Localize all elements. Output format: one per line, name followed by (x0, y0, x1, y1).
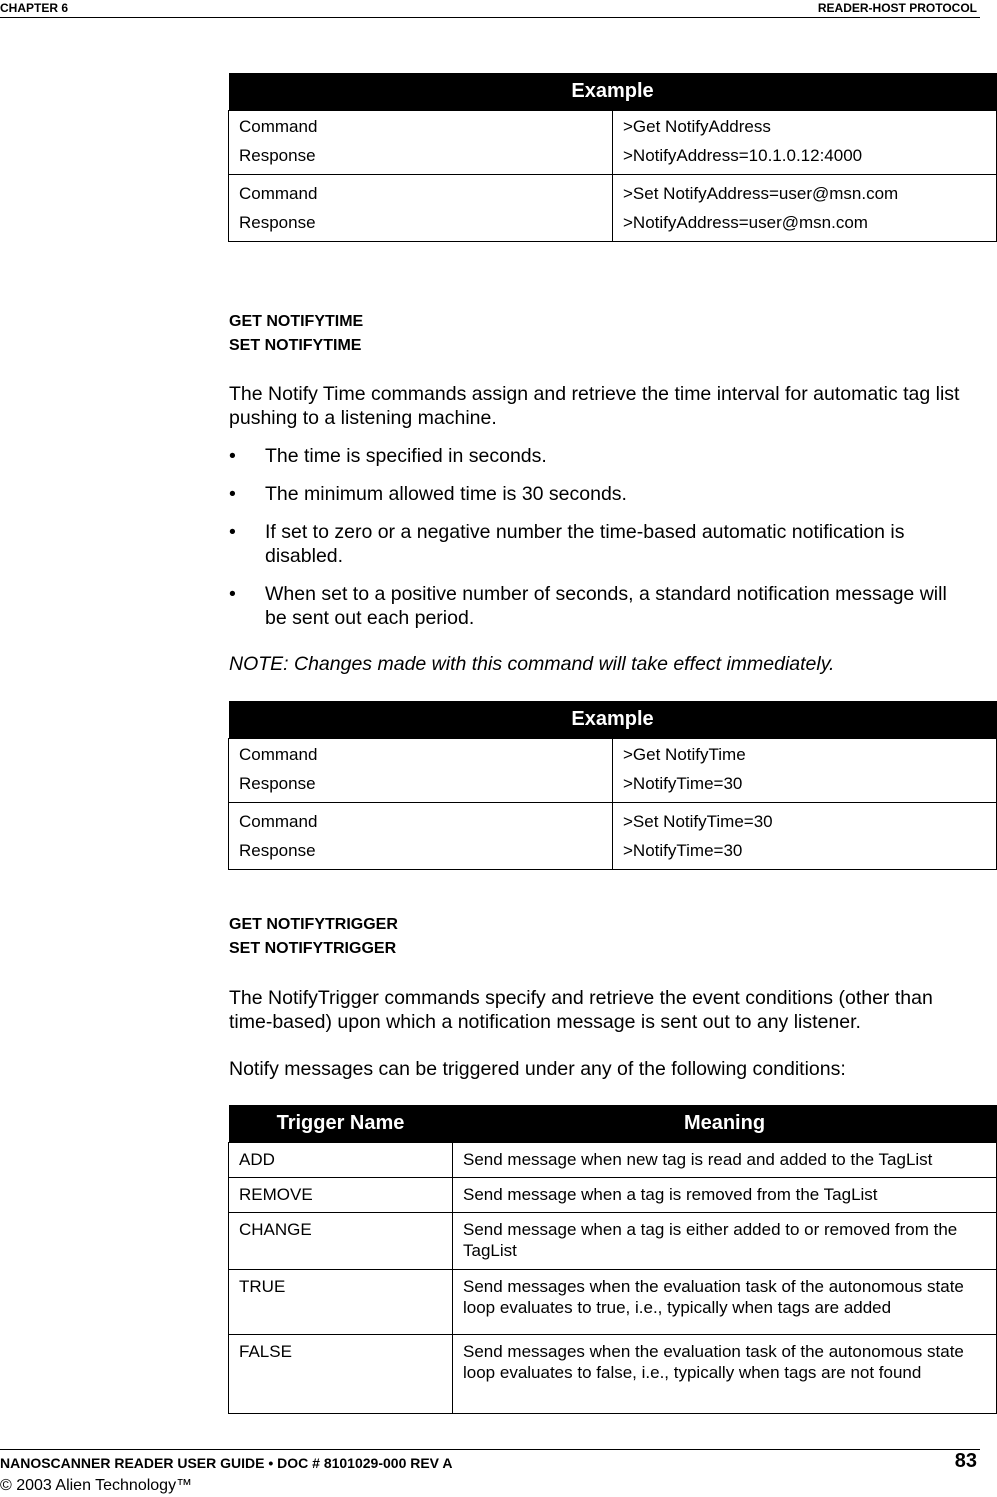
column-header: Meaning (453, 1105, 997, 1143)
row-value: >NotifyAddress=10.1.0.12:4000 (623, 146, 863, 165)
table-row (229, 803, 997, 870)
section-heading: SET NOTIFYTIME (229, 337, 362, 354)
table-row (229, 175, 997, 242)
trigger-meaning: Send message when new tag is read and added to the TagList (453, 1143, 997, 1178)
row-value: >NotifyAddress=user@msn.com (623, 213, 868, 232)
column-header: Trigger Name (229, 1105, 453, 1143)
trigger-name: REMOVE (229, 1178, 453, 1213)
row-label: Command (239, 117, 318, 136)
example-table-title: Example (229, 73, 997, 111)
copyright: © 2003 Alien Technology™ (0, 1477, 193, 1494)
list-item-text: When set to a positive number of seconds, a standard notification message will be sent out each period. (265, 583, 947, 629)
paragraph: Notify messages can be triggered under any of the following conditions: (229, 1058, 846, 1080)
example-table-notifyaddress (228, 73, 997, 242)
trigger-table (228, 1105, 997, 1414)
row-value: >NotifyTime=30 (623, 841, 743, 860)
bullet-icon: • (229, 483, 236, 505)
trigger-name: TRUE (229, 1270, 453, 1335)
row-label: Command (239, 745, 318, 764)
list-item-text: If set to zero or a negative number the time-based automatic notification is disabled. (265, 521, 905, 567)
section-heading: GET NOTIFYTIME (229, 313, 364, 330)
list-item-text: The minimum allowed time is 30 seconds. (265, 483, 627, 505)
paragraph: The Notify Time commands assign and retrieve the time interval for automatic tag list pushing to a listening machine. (229, 383, 960, 429)
row-label: Response (239, 841, 316, 860)
row-label: Response (239, 213, 316, 232)
trigger-meaning: Send message when a tag is removed from the TagList (453, 1178, 997, 1213)
trigger-name: ADD (229, 1143, 453, 1178)
note: NOTE: Changes made with this command will take effect immediately. (229, 653, 835, 675)
example-table-title: Example (229, 701, 997, 739)
bullet-icon: • (229, 521, 236, 543)
doc-reference: NANOSCANNER READER USER GUIDE • DOC # 8101029-000 REV A (0, 1455, 453, 1471)
page-header (0, 0, 980, 18)
table-row (229, 111, 997, 175)
trigger-name: FALSE (229, 1335, 453, 1414)
row-value: >Set NotifyAddress=user@msn.com (623, 184, 899, 203)
trigger-meaning: Send messages when the evaluation task of the autonomous state loop evaluates to true, i.e., typically when tags are added (453, 1270, 997, 1335)
list-item-text: The time is specified in seconds. (265, 445, 547, 467)
row-value: >Get NotifyAddress (623, 117, 771, 136)
table-row (229, 1270, 997, 1335)
table-row (229, 1178, 997, 1213)
paragraph: The NotifyTrigger commands specify and retrieve the event conditions (other than time-based) upon which a notification message is sent out to any listener. (229, 987, 933, 1033)
table-row (229, 1335, 997, 1414)
row-value: >NotifyTime=30 (623, 774, 743, 793)
bullet-icon: • (229, 583, 236, 605)
table-row (229, 739, 997, 803)
trigger-name: CHANGE (229, 1213, 453, 1270)
section-label: READER-HOST PROTOCOL (817, 1, 977, 15)
row-label: Command (239, 812, 318, 831)
example-table-notifytime (228, 701, 997, 870)
row-label: Command (239, 184, 318, 203)
trigger-meaning: Send message when a tag is either added to or removed from the TagList (453, 1213, 997, 1270)
table-row (229, 1213, 997, 1270)
page-footer (0, 1449, 980, 1494)
page-number: 83 (954, 1450, 977, 1472)
row-label: Response (239, 774, 316, 793)
section-heading: SET NOTIFYTRIGGER (229, 940, 397, 957)
trigger-meaning: Send messages when the evaluation task of the autonomous state loop evaluates to false, i.e., typically when tags are not found (453, 1335, 997, 1414)
chapter-label: CHAPTER 6 (0, 1, 69, 15)
table-row (229, 1143, 997, 1178)
section-heading: GET NOTIFYTRIGGER (229, 916, 398, 933)
row-value: >Set NotifyTime=30 (623, 812, 773, 831)
row-value: >Get NotifyTime (623, 745, 746, 764)
row-label: Response (239, 146, 316, 165)
bullet-icon: • (229, 445, 236, 467)
